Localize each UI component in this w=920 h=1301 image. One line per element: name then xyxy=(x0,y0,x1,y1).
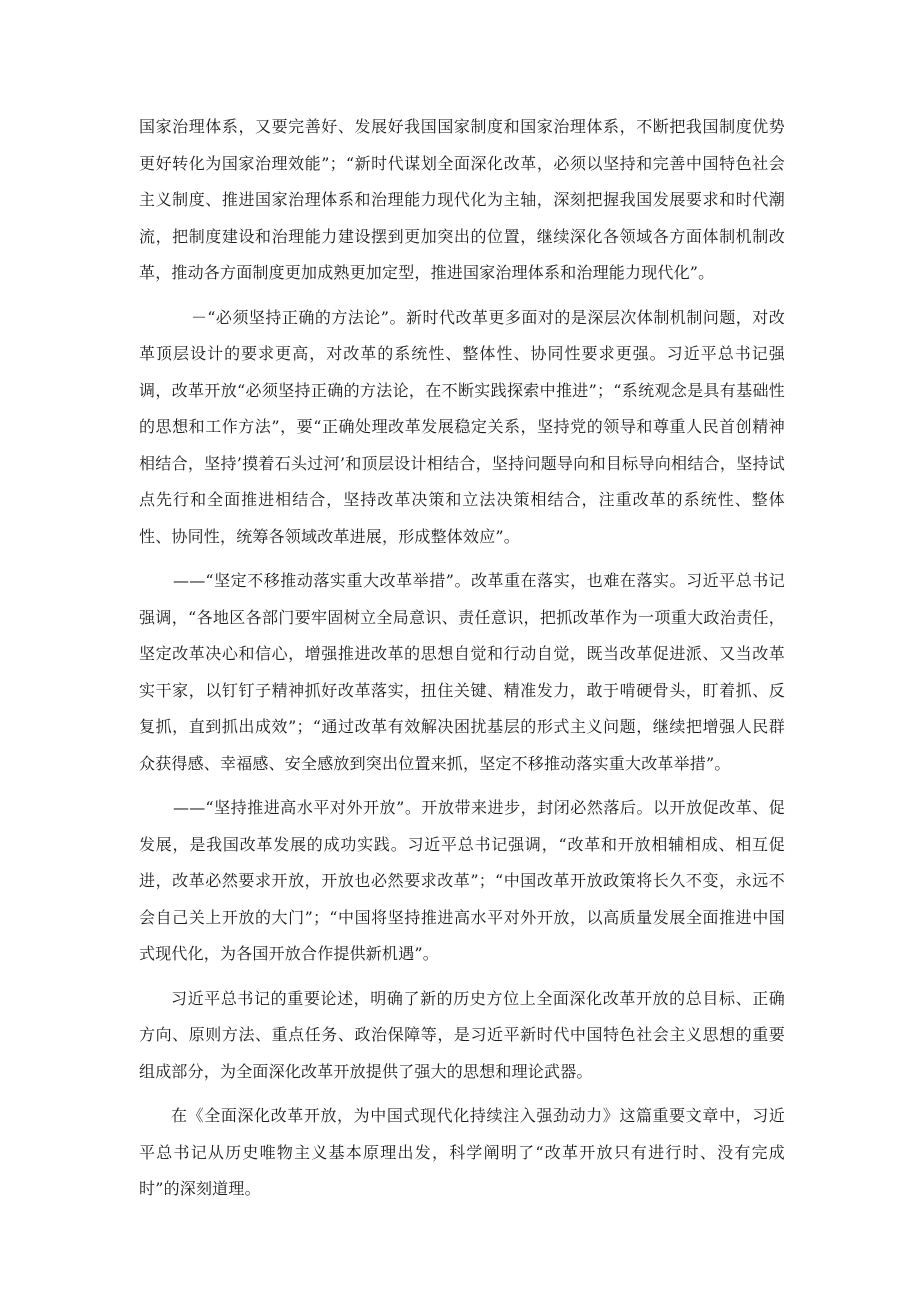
page-corner-mark xyxy=(888,1268,900,1280)
document-body xyxy=(139,109,785,1208)
paragraph-methodology: －“必须坚持正确的方法论”。新时代改革更多面对的是深层次体制机制问题，对改革顶层设计的要求更高，对改革的系统性、整体性、协同性要求更强。习近平总书记强调，改革开放“必须坚持正确的方法论，在不断实践探索中推进”；“系统观念是具有基础性的思想和工作方法”，要“正确处理改革发展稳定关系，坚持党的领导和尊重人民首创精神相结合，坚持’摸着石头过河’和顶层设计相结合，坚持问题导向和目标导向相结合，坚持试点先行和全面推进相结合，坚持改革决策和立法决策相结合，注重改革的系统性、整体性、协同性，统筹各领域改革进展，形成整体效应”。 xyxy=(139,307,785,546)
paragraph-continuation: 国家治理体系，又要完善好、发展好我国国家制度和国家治理体系，不断把我国制度优势更好转化为国家治理效能”；“新时代谋划全面深化改革，必须以坚持和完善中国特色社会主义制度、推进国家治理体系和治理能力现代化为主轴，深刻把握我国发展要求和时代潮流，把制度建设和治理能力建设摆到更加突出的位置，继续深化各领域各方面体制机制改革，推动各方面制度更加成熟更加定型，推进国家治理体系和治理能力现代化”。 xyxy=(139,117,785,282)
paragraph-summary: 习近平总书记的重要论述，明确了新的历史方位上全面深化改革开放的总目标、正确方向、原则方法、重点任务、政治保障等，是习近平新时代中国特色社会主义思想的重要组成部分，为全面深化改革开放提供了强大的思想和理论武器。 xyxy=(139,988,785,1081)
paragraph-opening-up: ——“坚持推进高水平对外开放”。开放带来进步，封闭必然落后。以开放促改革、促发展，是我国改革发展的成功实践。习近平总书记强调，“改革和开放相辅相成、相互促进，改革必然要求开放，开放也必然要求改革”；“中国改革开放政策将长久不变，永远不会自己关上开放的大门”；“中国将坚持推进高水平对外开放，以高质量发展全面推进中国式现代化，为各国开放合作提供新机遇”。 xyxy=(139,798,785,963)
paragraph-article-reference: 在《全面深化改革开放，为中国式现代化持续注入强劲动力》这篇重要文章中，习近平总书记从历史唯物主义基本原理出发，科学阐明了“改革开放只有进行时、没有完成时”的深刻道理。 xyxy=(139,1106,785,1198)
paragraph-implementation: ——“坚定不移推动落实重大改革举措”。改革重在落实，也难在落实。习近平总书记强调，“各地区各部门要牢固树立全局意识、责任意识，把抓改革作为一项重大政治责任，坚定改革决心和信心，增强推进改革的思想自觉和行动自觉，既当改革促进派、又当改革实干家，以钉钉子精神抓好改革落实，扭住关键、精准发力，敢于啃硬骨头，盯着抓、反复抓，直到抓出成效”；“通过改革有效解决困扰基层的形式主义问题，继续把增强人民群众获得感、幸福感、安全感放到突出位置来抓，坚定不移推动落实重大改革举措”。 xyxy=(139,571,785,773)
